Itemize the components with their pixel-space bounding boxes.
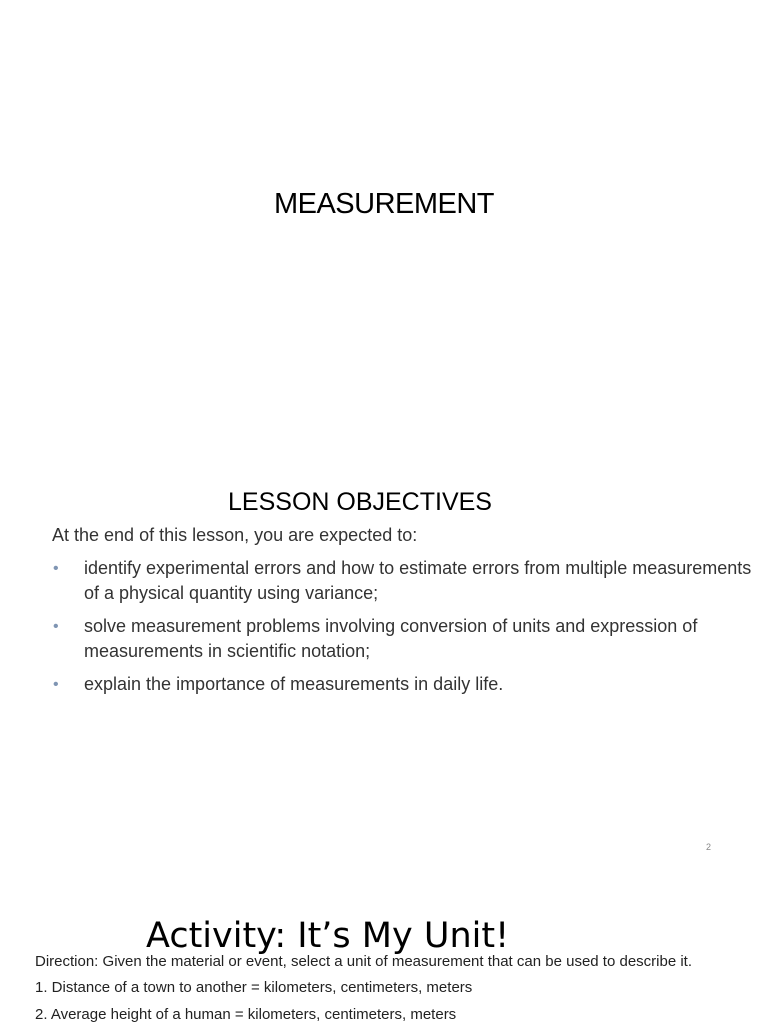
- list-item: [52, 672, 752, 697]
- bullet-icon: •: [53, 618, 59, 635]
- list-item: 1. Distance of a town to another = kilometers, centimeters, meters: [35, 979, 473, 996]
- list-item: [52, 556, 752, 606]
- bullet-icon: •: [53, 560, 59, 577]
- slide-title: [0, 0, 768, 470]
- page-number: 2: [706, 842, 712, 852]
- intro-text: At the end of this lesson, you are expected to:: [52, 525, 418, 545]
- objective-text: explain the importance of measurements in daily life.: [84, 674, 504, 694]
- objectives-list: [52, 556, 752, 705]
- objective-text: identify experimental errors and how to estimate errors from multiple measurements of a physical quantity using variance;: [84, 558, 752, 603]
- list-item: [52, 614, 752, 664]
- section-heading: LESSON OBJECTIVES: [228, 488, 492, 516]
- slide-activity: [0, 870, 768, 1024]
- activity-items-list: [35, 979, 472, 1033]
- slide-lesson-objectives: [0, 470, 768, 870]
- list-item: 2. Average height of a human = kilometers, centimeters, meters: [35, 1006, 457, 1023]
- page-title: MEASUREMENT: [273, 188, 495, 220]
- objective-text: solve measurement problems involving conversion of units and expression of measurements in scientific notation;: [84, 616, 698, 661]
- activity-title: Activity: It’s My Unit!: [146, 916, 510, 956]
- bullet-icon: •: [53, 676, 59, 693]
- direction-text: Direction: Given the material or event, select a unit of measurement that can be used to describe it.: [35, 953, 693, 970]
